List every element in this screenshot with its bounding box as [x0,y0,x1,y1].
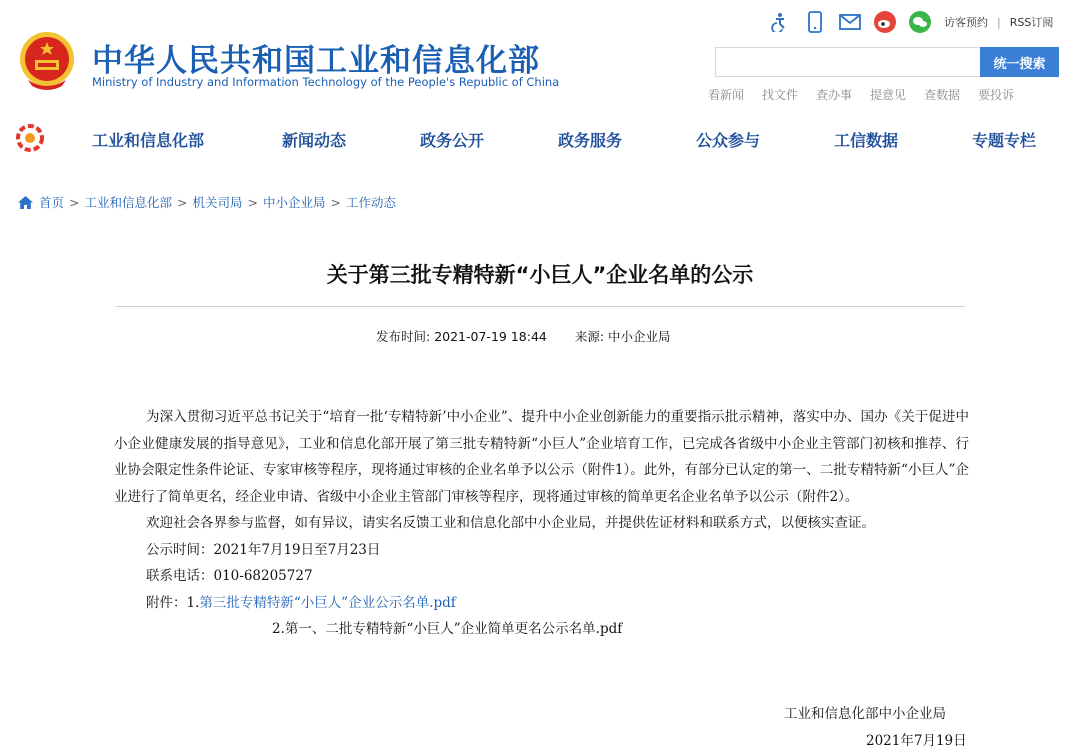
nav-item-gov-services[interactable]: 政务服务 [558,131,623,150]
attachment-link-2[interactable]: 2.第一、二批专精特新“小巨人”企业简单更名公示名单.pdf [272,621,623,637]
top-icon-bar [768,10,943,34]
quick-link-news[interactable]: 看新闻 [708,88,745,102]
main-nav [0,112,1080,164]
nav-item-news[interactable]: 新闻动态 [282,131,347,150]
title-divider [116,306,965,307]
contact-phone: 联系电话：010-68205727 [146,568,313,584]
breadcrumb-miit[interactable]: 工业和信息化部 [84,195,173,210]
published-value: 2021-07-19 18:44 [434,329,547,344]
search-input[interactable] [715,47,981,77]
top-links [944,14,1053,30]
site-subtitle: Ministry of Industry and Information Technology of the People's Republic of China [92,75,560,89]
rss-link[interactable]: RSS订阅 [1009,16,1054,29]
site-title[interactable]: 中华人民共和国工业和信息化部 [92,43,540,79]
miit-logo-icon[interactable] [16,124,44,152]
quick-link-feedback[interactable]: 提意见 [870,88,907,102]
separator: | [997,16,1001,29]
publicity-period: 公示时间：2021年7月19日至7月23日 [146,541,381,558]
attachment-link-1[interactable]: 第三批专精特新“小巨人”企业公示名单.pdf [199,594,456,611]
nav-item-miit[interactable]: 工业和信息化部 [92,131,205,150]
national-emblem-logo[interactable] [18,30,76,92]
nav-item-data[interactable]: 工信数据 [834,131,899,150]
nav-item-gov-affairs[interactable]: 政务公开 [420,131,485,150]
quick-links [708,86,1032,103]
home-icon[interactable] [18,196,33,209]
article-body [114,404,969,643]
article-paragraph: 欢迎社会各界参与监督，如有异议，请实名反馈工业和信息化部中小企业局，并提供佐证材料和联系方式，以便核实查证。 [146,515,875,531]
breadcrumb-separator: > [69,194,80,210]
mail-icon[interactable] [838,10,862,34]
breadcrumb-departments[interactable]: 机关司局 [192,195,243,210]
nav-item-special-topics[interactable]: 专题专栏 [972,131,1037,150]
mobile-icon[interactable] [803,10,827,34]
breadcrumb [18,193,396,211]
breadcrumb-separator: > [247,194,258,210]
quick-link-data[interactable]: 查数据 [924,88,961,102]
site-header [0,0,1080,108]
search-box [715,47,1059,77]
breadcrumb-home[interactable]: 首页 [39,195,65,210]
attachments-label: 附件：1. [146,594,200,611]
source-label: 来源: [574,329,605,344]
breadcrumb-sme-bureau[interactable]: 中小企业局 [263,195,326,210]
search-button[interactable]: 统一搜索 [980,47,1059,77]
accessibility-icon[interactable] [768,10,792,34]
signature-organization: 工业和信息化部中小企业局 [784,706,946,722]
wechat-icon[interactable] [908,10,932,34]
signature-date: 2021年7月19日 [866,733,967,749]
article-meta [376,327,671,345]
nav-item-public-participation[interactable]: 公众参与 [696,131,761,150]
breadcrumb-work-news[interactable]: 工作动态 [346,195,397,210]
published-label: 发布时间: [376,329,431,344]
quick-link-complaint[interactable]: 要投诉 [978,88,1015,102]
quick-link-services[interactable]: 查办事 [816,88,853,102]
article-paragraph: 为深入贯彻习近平总书记关于“培育一批‘专精特新’中小企业”、提升中小企业创新能力的重要指示批示精神，落实中办、国办《关于促进中小企业健康发展的指导意见》，工业和信息化部开展了第三批专精特新“小巨人”企业培育工作，已完成各省级中小企业主管部门初核和推荐、行业协会限定性条件论证、专家审核等程序，现将通过审核的企业名单予以公示（附件1）。此外，有部分已认定的第一、二批专精特新“小巨人”企业进行了简单更名，经企业申请、省级中小企业主管部门审核等程序，现将通过审核的简单更名企业名单予以公示（附件2）。 [114,409,969,505]
quick-link-files[interactable]: 找文件 [762,88,799,102]
weibo-icon[interactable] [873,10,897,34]
attachments-line [114,590,969,617]
breadcrumb-separator: > [177,194,188,210]
breadcrumb-separator: > [330,194,341,210]
article-title: 关于第三批专精特新“小巨人”企业名单的公示 [326,263,754,287]
source-value: 中小企业局 [608,329,671,344]
visitor-appointment-link[interactable]: 访客预约 [944,16,988,29]
